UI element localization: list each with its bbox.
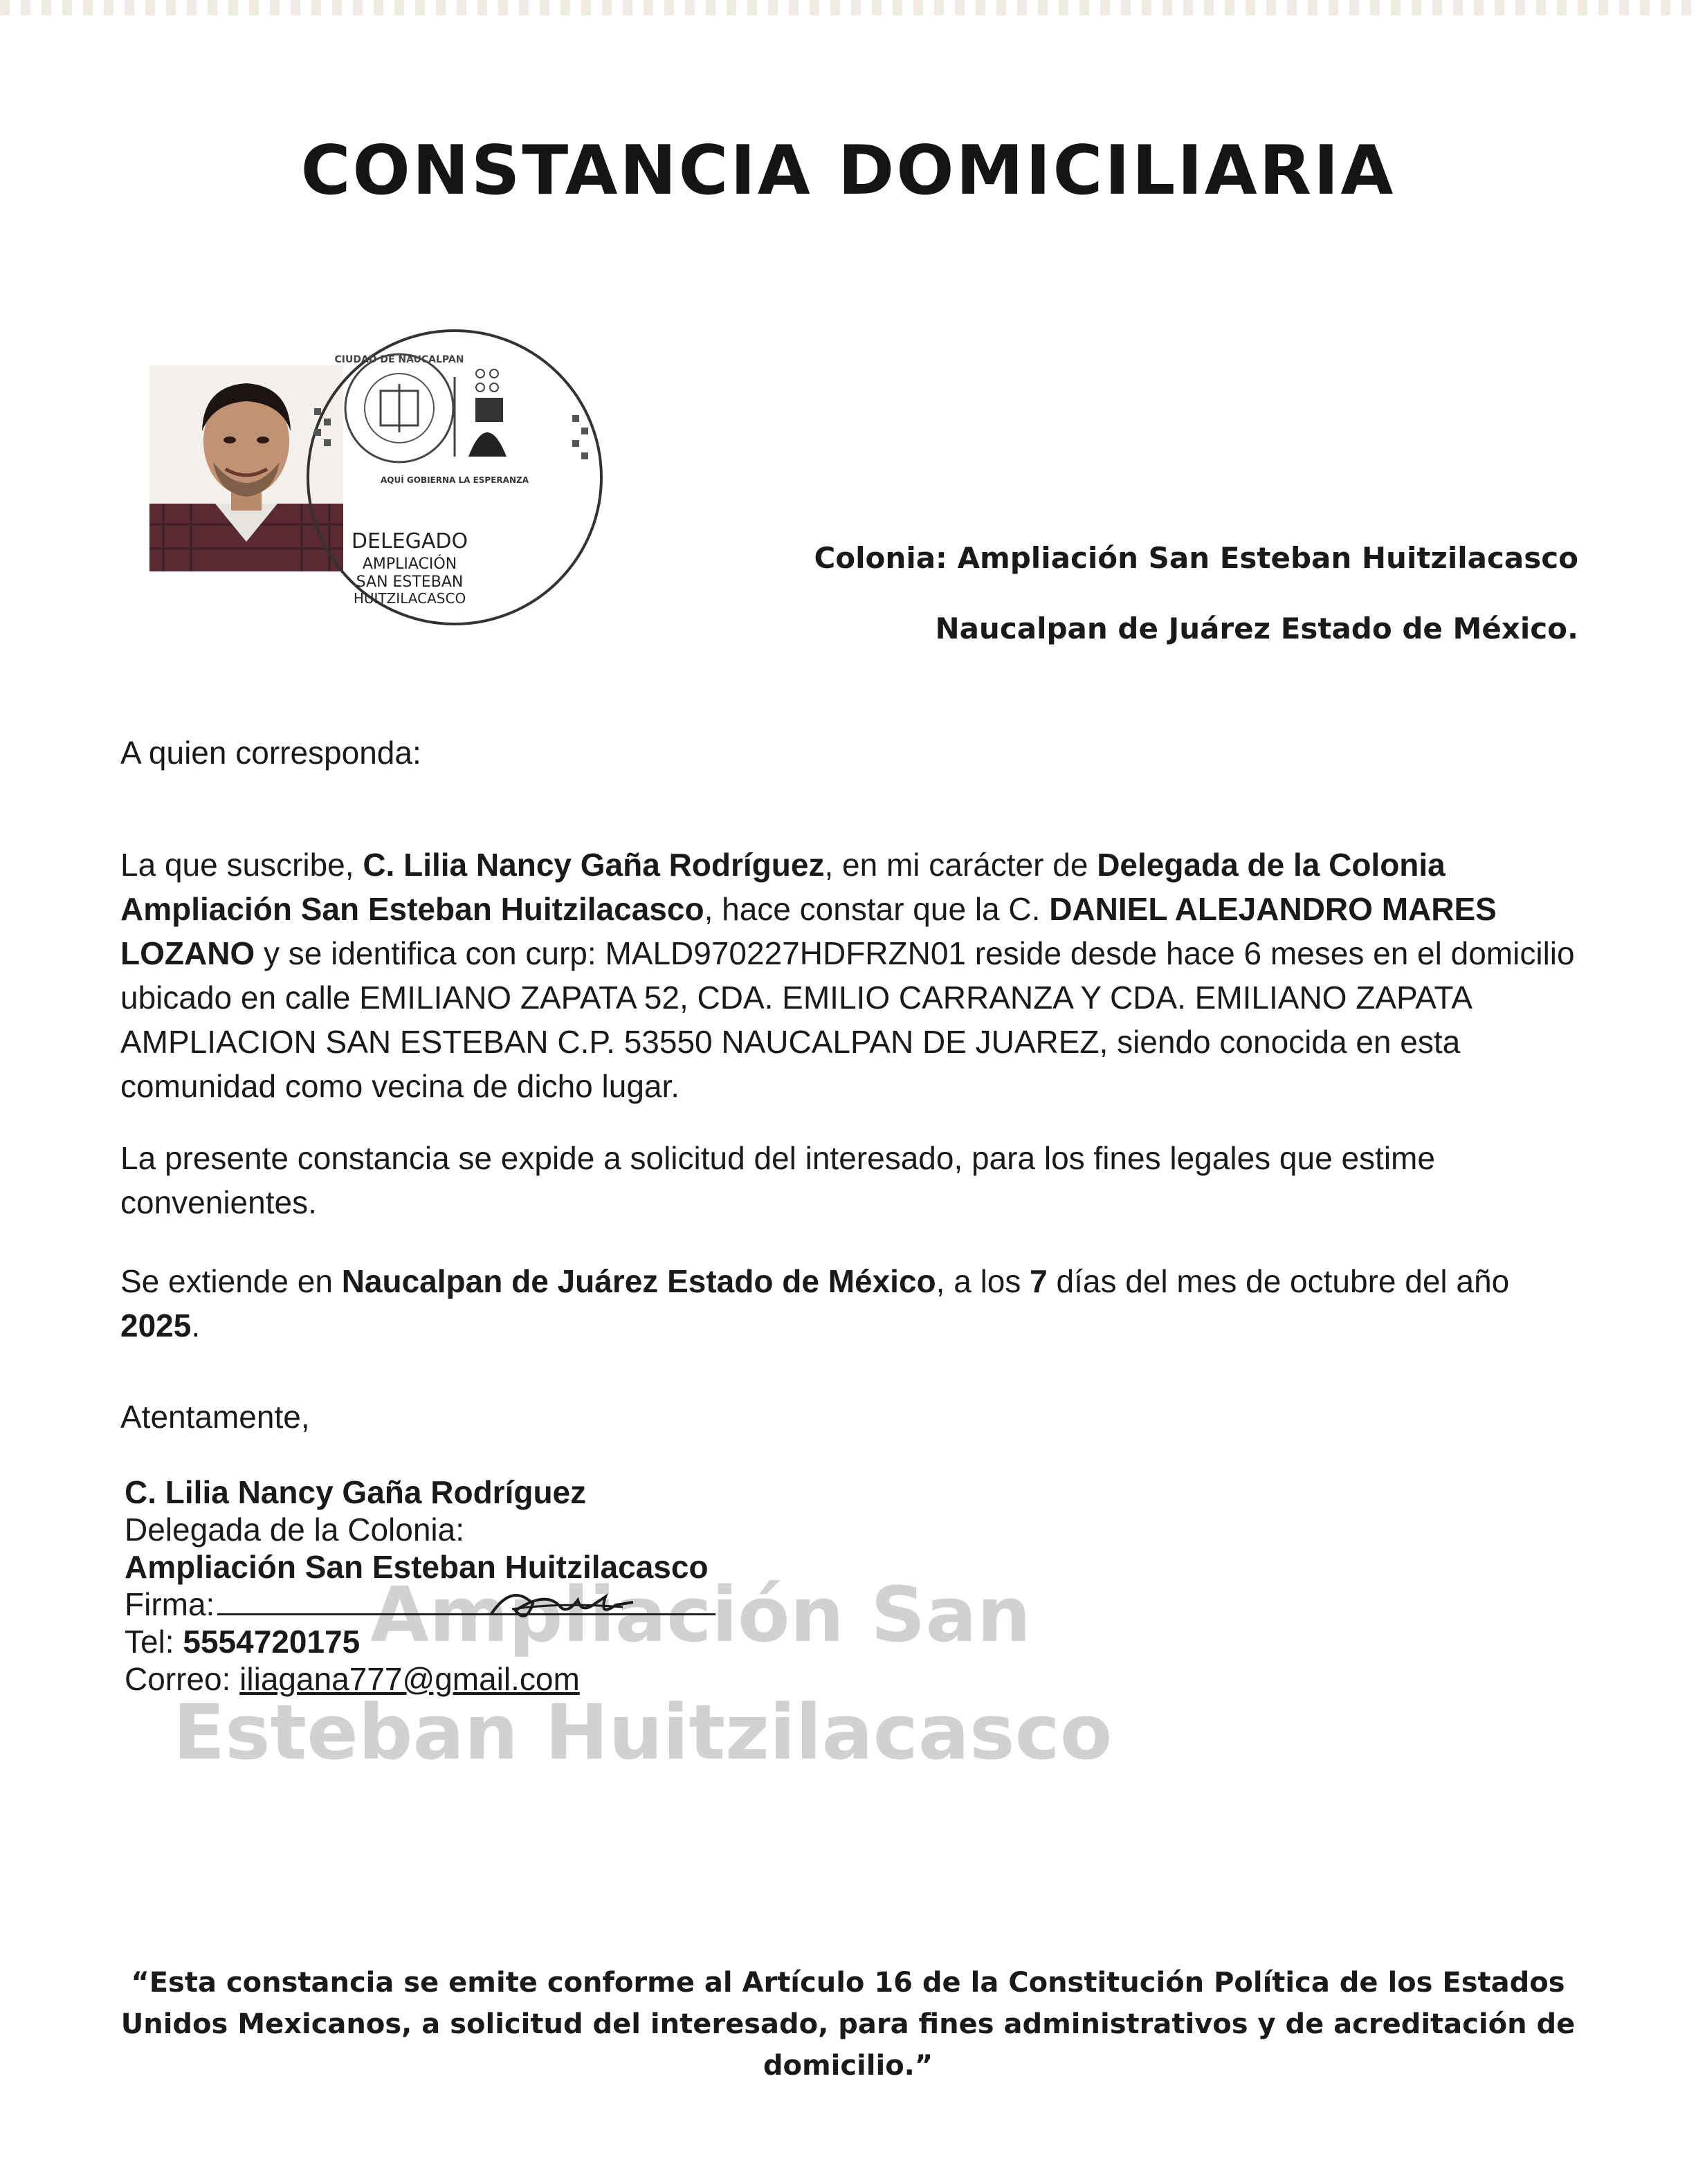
signer-role: Delegada de la Colonia: — [125, 1512, 465, 1548]
signer-colonia: Ampliación San Esteban Huitzilacasco — [125, 1549, 709, 1585]
paper-edge — [0, 0, 1696, 15]
seal-motto: AQUÍ GOBIERNA LA ESPERANZA — [381, 475, 529, 485]
tel-row: Tel: 5554720175 — [125, 1624, 361, 1660]
signature-line — [217, 1586, 715, 1615]
legal-footer: “Esta constancia se emite conforme al Artículo 16 de la Constitución Política de los Estados Unidos Mexicanos, a solicitud del interesado, para fines administrativos y de acreditación de domicilio.” — [120, 1967, 1576, 2082]
firma-row: Firma: — [125, 1586, 1093, 1623]
seal-area1: AMPLIACIÓN — [362, 556, 457, 573]
paragraph-date: Se extiende en Naucalpan de Juárez Estado de México, a los 7 días del mes de octubre del año 2025. — [120, 1263, 1510, 1343]
address-municipio: Naucalpan de Juárez Estado de México. — [935, 612, 1578, 645]
seal-office: DELEGADO — [351, 529, 468, 553]
signature-block — [125, 1474, 1093, 1698]
correo-row: Correo: iliagana777@gmail.com — [125, 1661, 580, 1697]
official-seal-icon — [299, 318, 610, 636]
paragraph-purpose: La presente constancia se expide a solicitud del interesado, para los fines legales que estime convenientes. — [120, 1140, 1435, 1220]
watermark-line1: Ampliación San — [370, 1570, 1031, 1659]
seal-area2: SAN ESTEBAN — [356, 573, 464, 591]
signer-name: C. Lilia Nancy Gaña Rodríguez — [125, 1474, 587, 1510]
greeting: A quien corresponda: — [120, 735, 421, 771]
handwritten-signature-icon — [484, 1576, 637, 1631]
seal-top-arc: CIUDAD DE NAUCALPAN — [334, 354, 464, 365]
address-colonia: Colonia: Ampliación San Esteban Huitzilacasco — [814, 541, 1578, 575]
seal-area3: HUITZILACASCO — [353, 590, 466, 607]
paragraph-main: La que suscribe, C. Lilia Nancy Gaña Rodríguez, en mi carácter de Delegada de la Colonia Ampliación San Esteban Huitzilacasco, hace constar que la C. DANIEL ALEJANDRO MARES LOZANO y se identifica con curp: MALD970227HDFRZN01 reside desde hace 6 meses en el domicilio ubicado en calle EMILIANO ZAPATA 52, CDA. EMILIO CARRANZA Y CDA. EMILIANO ZAPATA AMPLIACION SAN ESTEBAN C.P. 53550 NAUCALPAN DE JUAREZ, siendo conocida en esta comunidad como vecina de dicho lugar. — [120, 847, 1575, 1104]
closing: Atentamente, — [120, 1399, 310, 1435]
email-link[interactable]: iliagana777@gmail.com — [239, 1661, 580, 1697]
document-title: CONSTANCIA DOMICILIARIA — [300, 131, 1396, 210]
watermark-line2: Esteban Huitzilacasco — [173, 1688, 1113, 1777]
